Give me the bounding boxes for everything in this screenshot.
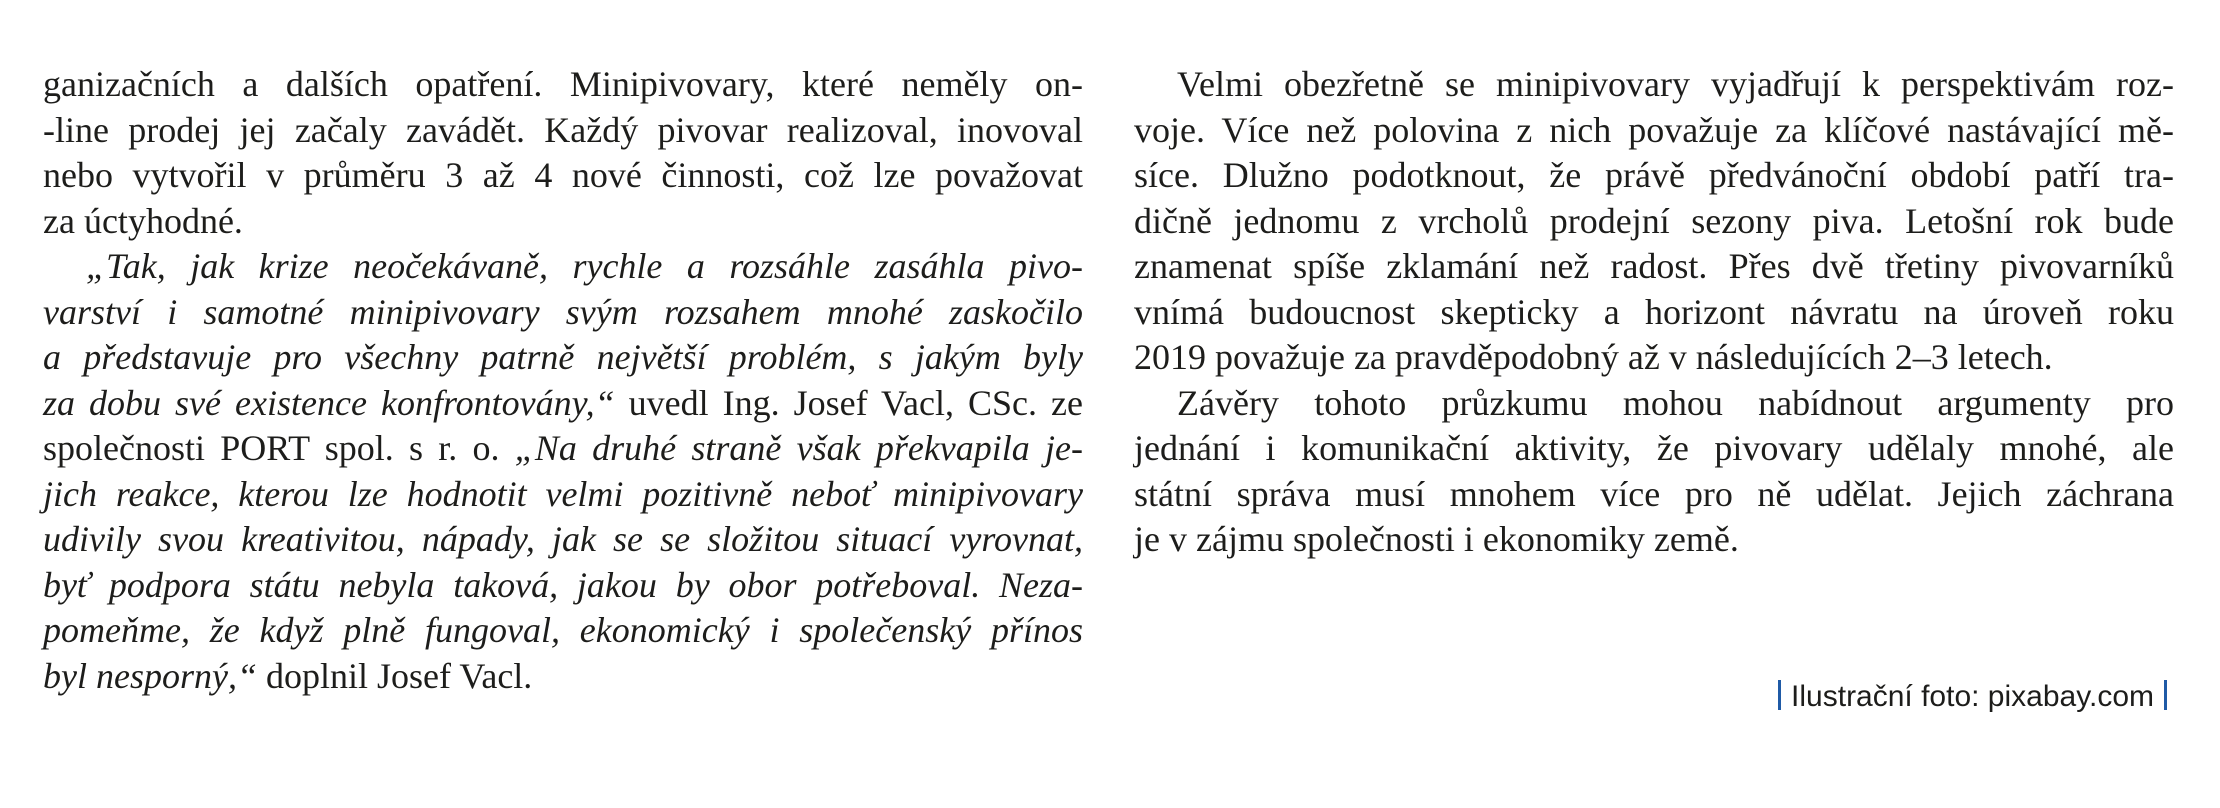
- text-line: za úctyhodné.: [43, 200, 243, 241]
- attribution-fragment: doplnil Josef Vacl.: [256, 655, 533, 696]
- left-column: [43, 62, 1083, 699]
- paragraph-vacl-quote: [43, 244, 1083, 699]
- caption-divider-left: [1778, 680, 1781, 710]
- quote-line: byť podpora státu nebyla taková, jakou by obor potřeboval. Neza-: [43, 564, 1083, 605]
- quote-line: jich reakce, kterou lze hodnotit velmi pozitivně neboť minipivovary: [43, 473, 1083, 514]
- text-line: voje. Více než polovina z nich považuje za klíčové nastávající mě-: [1134, 109, 2174, 150]
- text-line: ganizačních a dalších opatření. Minipivovary, které neměly on-: [43, 64, 1083, 104]
- text-line: -line prodej jej začaly zavádět. Každý pivovar realizoval, inovoval: [43, 109, 1083, 150]
- quote-line: udivily svou kreativitou, nápady, jak se se složitou situací vyrovnat,: [43, 519, 1083, 559]
- paragraph-conclusions: [1134, 381, 2174, 563]
- attribution-fragment: uvedl Ing. Josef Vacl, CSc. ze: [614, 382, 1083, 423]
- quote-line: „Tak, jak krize neočekávaně, rychle a rozsáhle zasáhla pivo-: [86, 246, 1083, 286]
- attribution-fragment: společnosti PORT spol. s r. o.: [43, 428, 515, 468]
- text-line: Velmi obezřetně se minipivovary vyjadřují k perspektivám roz-: [1177, 64, 2174, 104]
- text-line: dičně jednomu z vrcholů prodejní sezony piva. Letošní rok bude: [1134, 200, 2174, 241]
- quote-fragment: „Na druhé straně však překvapila je-: [514, 428, 1084, 468]
- quote-line: varství i samotné minipivovary svým rozsahem mnohé zaskočilo: [43, 291, 1083, 332]
- text-line: státní správa musí mnohem více pro ně udělat. Jejich záchrana: [1134, 473, 2174, 514]
- text-line: jednání i komunikační aktivity, že pivovary udělaly mnohé, ale: [1134, 428, 2174, 468]
- quote-line: pomeňme, že když plně fungoval, ekonomický i společenský přínos: [43, 610, 1083, 650]
- caption-divider-right: [2164, 680, 2167, 710]
- photo-credit-text: Ilustrační foto: pixabay.com: [1791, 680, 2154, 713]
- text-line: znamenat spíše zklamání než radost. Přes dvě třetiny pivovarníků: [1134, 246, 2174, 286]
- photo-credit-caption: [1768, 680, 2177, 714]
- text-line: vnímá budoucnost skepticky a horizont návratu na úroveň roku: [1134, 291, 2174, 332]
- right-column: [1134, 62, 2174, 563]
- quote-fragment: za dobu své existence konfrontovány,“: [43, 382, 615, 423]
- mixed-line: [43, 426, 1083, 472]
- text-line: 2019 považuje za pravděpodobný až v následujících 2–3 letech.: [1134, 337, 2053, 377]
- quote-line: a představuje pro všechny patrně největší problém, s jakým byly: [43, 337, 1083, 377]
- paragraph-perspectives: [1134, 62, 2174, 381]
- mixed-line: [43, 381, 1083, 427]
- mixed-line: [43, 654, 1083, 700]
- text-line: Závěry tohoto průzkumu mohou nabídnout argumenty pro: [1177, 382, 2174, 423]
- text-line: je v zájmu společnosti i ekonomiky země.: [1134, 519, 1739, 559]
- paragraph-measures-summary: [43, 62, 1083, 244]
- quote-fragment: byl nesporný,“: [43, 655, 257, 696]
- text-line: síce. Dlužno podotknout, že právě předvánoční období patří tra-: [1134, 155, 2174, 195]
- text-line: nebo vytvořil v průměru 3 až 4 nové činnosti, což lze považovat: [43, 155, 1083, 195]
